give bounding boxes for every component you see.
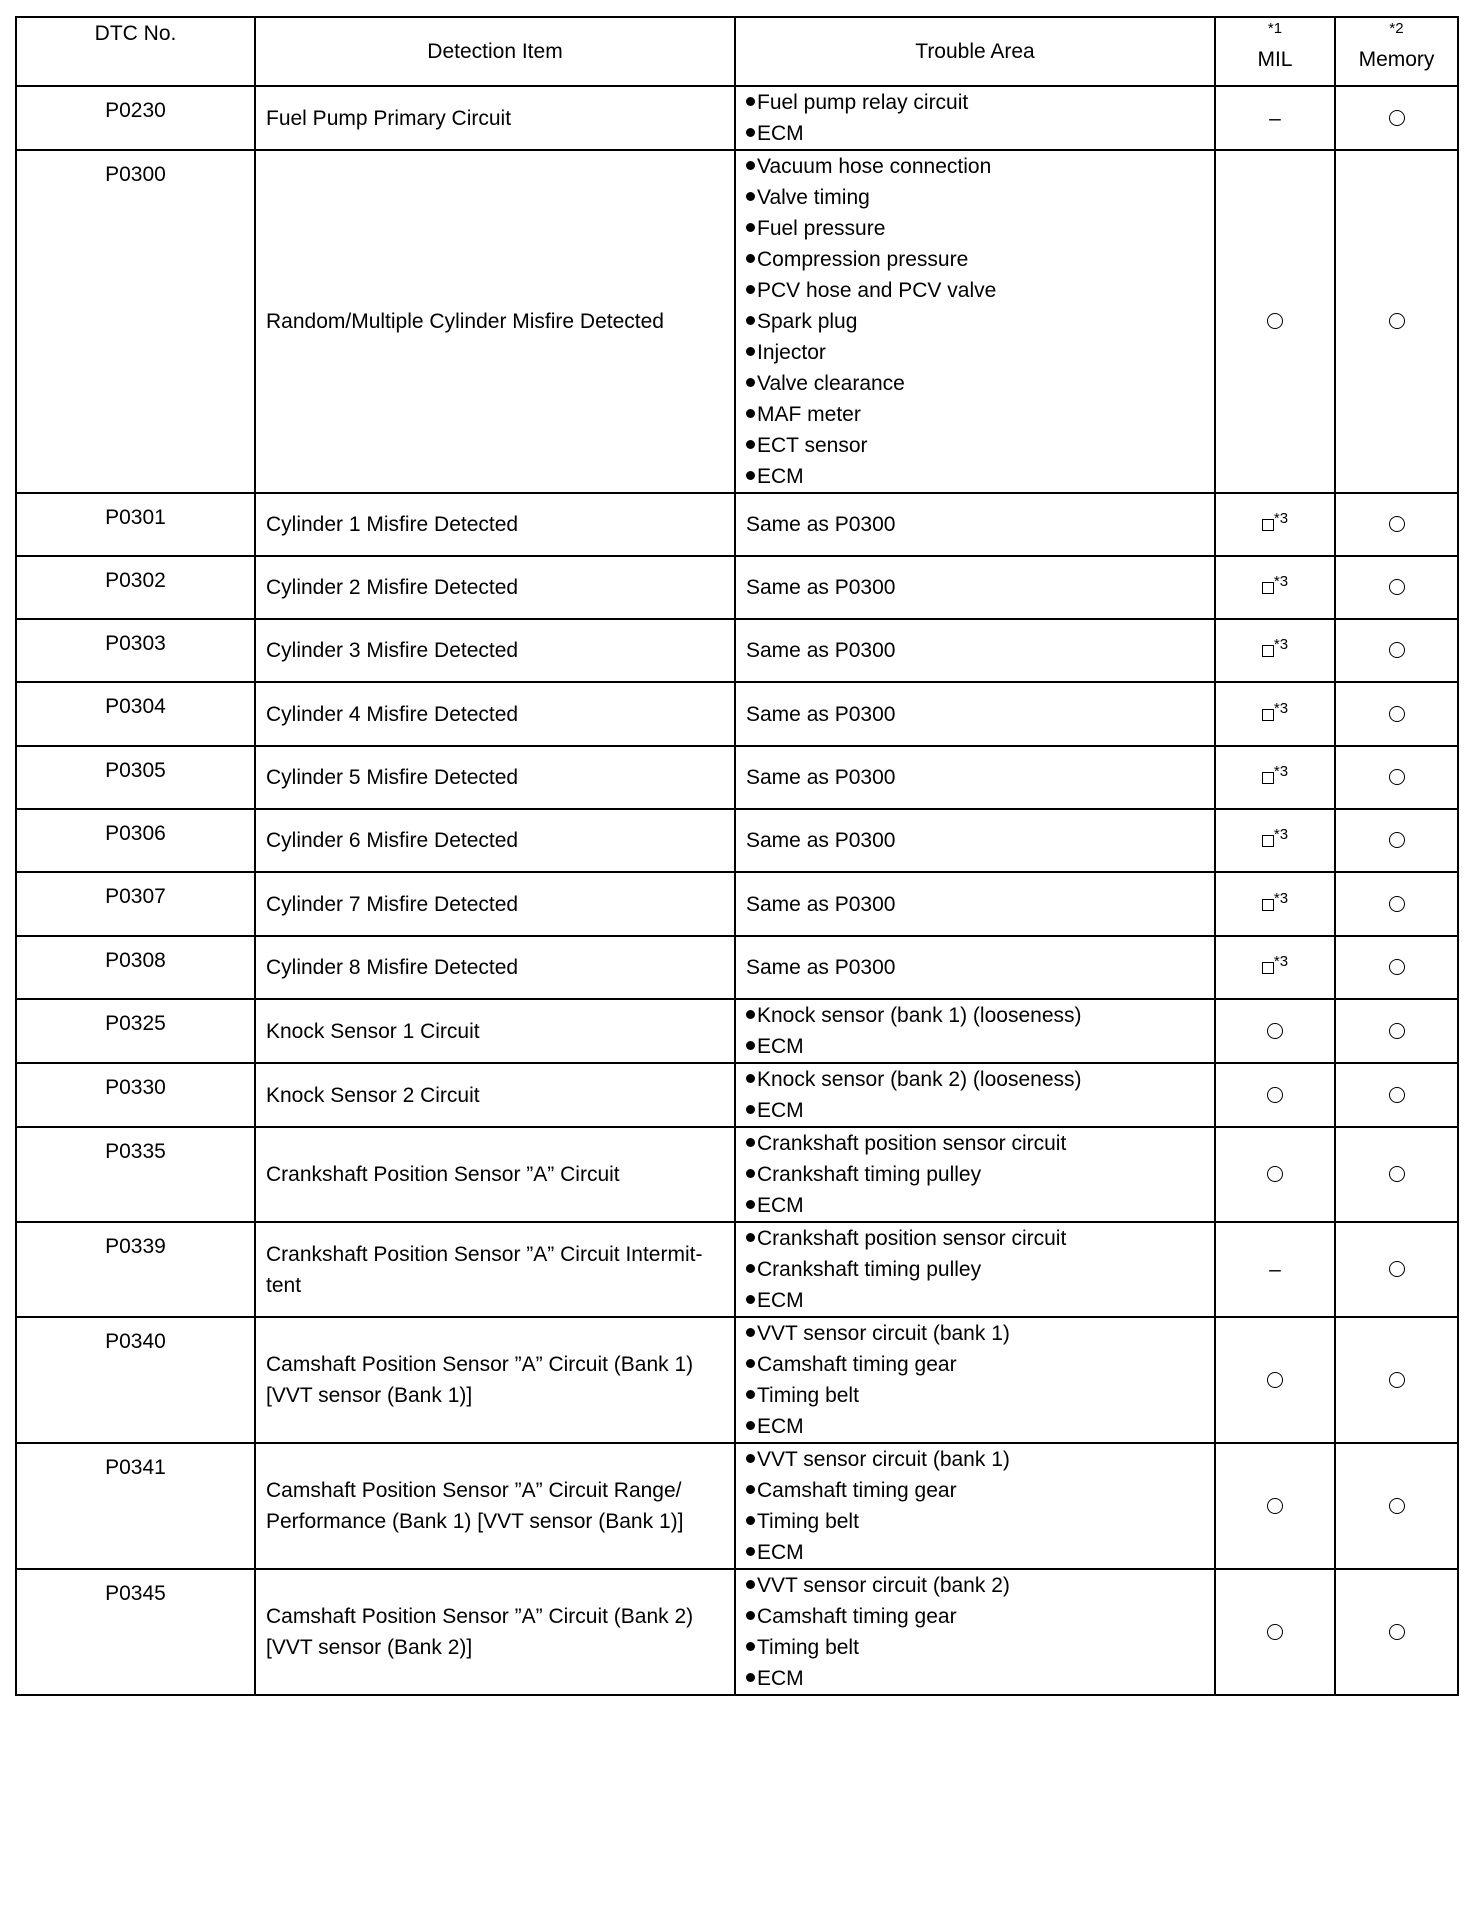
trouble-area-list <box>746 1000 1210 1062</box>
trouble-area <box>735 1317 1215 1443</box>
table-row <box>16 619 1458 682</box>
trouble-area-list <box>746 1444 1210 1568</box>
bullet-icon <box>746 1580 755 1589</box>
dtc-code: P0345 <box>16 1569 255 1695</box>
trouble-area-text: MAF meter <box>757 403 861 426</box>
bullet-icon <box>746 1642 755 1651</box>
circle-icon <box>1389 896 1405 912</box>
detection-item: Cylinder 2 Misfire Detected <box>255 556 735 619</box>
circle-icon <box>1389 516 1405 532</box>
trouble-area-list <box>746 1318 1210 1442</box>
header-detection-item: Detection Item <box>255 17 735 86</box>
trouble-area-item <box>746 1601 1210 1632</box>
trouble-area-item <box>746 306 1210 337</box>
trouble-area <box>735 999 1215 1063</box>
trouble-area <box>735 556 1215 619</box>
header-dtc-no: DTC No. <box>16 17 255 86</box>
footnote-ref: *3 <box>1273 889 1289 907</box>
trouble-area-item <box>746 430 1210 461</box>
circle-icon <box>1267 1624 1283 1640</box>
dtc-table <box>15 16 1459 1696</box>
detection-item: Camshaft Position Sensor ”A” Circuit (Bank 2) [VVT sensor (Bank 2)] <box>255 1569 735 1695</box>
mil-cell <box>1215 1063 1335 1127</box>
dtc-code: P0304 <box>16 682 255 746</box>
table-row <box>16 1443 1458 1569</box>
trouble-area <box>735 86 1215 150</box>
footnote-ref: *3 <box>1273 573 1289 590</box>
trouble-area-text: VVT sensor circuit (bank 1) <box>757 1448 1010 1471</box>
trouble-area-text: Fuel pressure <box>757 217 886 240</box>
dtc-code: P0335 <box>16 1127 255 1222</box>
mil-cell <box>1215 1222 1335 1317</box>
dtc-code: P0340 <box>16 1317 255 1443</box>
circle-icon <box>1389 313 1405 329</box>
circle-icon <box>1389 642 1405 658</box>
trouble-area-item <box>746 118 1210 149</box>
footnote-ref: *3 <box>1273 510 1289 527</box>
trouble-area-item <box>746 1411 1210 1442</box>
detection-item: Cylinder 6 Misfire Detected <box>255 809 735 872</box>
trouble-area <box>735 1569 1215 1695</box>
bullet-icon <box>746 1328 755 1337</box>
header-mil-ref: *1 <box>1267 20 1283 37</box>
mil-cell <box>1215 682 1335 746</box>
mil-cell <box>1215 556 1335 619</box>
square-icon <box>1262 582 1274 594</box>
detection-item: Cylinder 8 Misfire Detected <box>255 936 735 999</box>
trouble-area-text: Timing belt <box>757 1636 859 1659</box>
bullet-icon <box>746 1264 755 1273</box>
trouble-area <box>735 1222 1215 1317</box>
trouble-area-text: Same as P0300 <box>746 576 896 599</box>
detection-item: Cylinder 5 Misfire Detected <box>255 746 735 809</box>
detection-item: Knock Sensor 1 Circuit <box>255 999 735 1063</box>
trouble-area <box>735 493 1215 556</box>
detection-item: Cylinder 1 Misfire Detected <box>255 493 735 556</box>
dtc-code: P0307 <box>16 872 255 936</box>
memory-cell <box>1335 936 1458 999</box>
square-icon <box>1262 645 1274 657</box>
mil-cell <box>1215 999 1335 1063</box>
dtc-code: P0301 <box>16 493 255 556</box>
table-row <box>16 1222 1458 1317</box>
trouble-area-text: Same as P0300 <box>746 766 896 789</box>
trouble-area-item <box>746 1318 1210 1349</box>
memory-cell <box>1335 1127 1458 1222</box>
trouble-area-item <box>746 1537 1210 1568</box>
trouble-area-text: ECM <box>757 1415 804 1438</box>
dtc-code: P0341 <box>16 1443 255 1569</box>
detection-item: Camshaft Position Sensor ”A” Circuit (Bank 1) [VVT sensor (Bank 1)] <box>255 1317 735 1443</box>
trouble-area <box>735 1063 1215 1127</box>
square-icon <box>1262 772 1274 784</box>
square-icon <box>1262 835 1274 847</box>
trouble-area-item <box>746 1000 1210 1031</box>
trouble-area-text: Same as P0300 <box>746 513 896 536</box>
mil-cell <box>1215 1127 1335 1222</box>
circle-icon <box>1389 769 1405 785</box>
dtc-code: P0303 <box>16 619 255 682</box>
table-row <box>16 682 1458 746</box>
circle-icon <box>1389 1166 1405 1182</box>
mil-cell <box>1215 1443 1335 1569</box>
circle-icon <box>1389 579 1405 595</box>
detection-item: Fuel Pump Primary Circuit <box>255 86 735 150</box>
bullet-icon <box>746 223 755 232</box>
trouble-area-text: Valve clearance <box>757 372 905 395</box>
circle-icon <box>1389 1498 1405 1514</box>
trouble-area-text: Camshaft timing gear <box>757 1605 957 1628</box>
bullet-icon <box>746 1611 755 1620</box>
trouble-area <box>735 872 1215 936</box>
trouble-area-text: VVT sensor circuit (bank 2) <box>757 1574 1010 1597</box>
trouble-area-item <box>746 399 1210 430</box>
trouble-area-item <box>746 1570 1210 1601</box>
circle-icon <box>1267 1372 1283 1388</box>
memory-cell <box>1335 86 1458 150</box>
mil-cell <box>1215 150 1335 493</box>
trouble-area-text: Crankshaft timing pulley <box>757 1163 982 1186</box>
bullet-icon <box>746 1359 755 1368</box>
table-row <box>16 493 1458 556</box>
trouble-area-item <box>746 1095 1210 1126</box>
header-mil-label: MIL <box>1257 48 1293 71</box>
trouble-area-item <box>746 461 1210 492</box>
trouble-area-text: Crankshaft timing pulley <box>757 1258 982 1281</box>
trouble-area <box>735 1127 1215 1222</box>
trouble-area-text: Timing belt <box>757 1384 859 1407</box>
trouble-area-item <box>746 368 1210 399</box>
dtc-code: P0302 <box>16 556 255 619</box>
trouble-area-item <box>746 244 1210 275</box>
detection-item: Random/Multiple Cylinder Misfire Detected <box>255 150 735 493</box>
footnote-ref: *3 <box>1273 699 1289 717</box>
bullet-icon <box>746 316 755 325</box>
circle-icon <box>1267 1023 1283 1039</box>
trouble-area-text: Same as P0300 <box>746 639 896 662</box>
dtc-code: P0339 <box>16 1222 255 1317</box>
bullet-icon <box>746 1010 755 1019</box>
trouble-area-text: ECM <box>757 1541 804 1564</box>
trouble-area-item <box>746 1031 1210 1062</box>
trouble-area-item <box>746 213 1210 244</box>
circle-icon <box>1389 959 1405 975</box>
trouble-area-list <box>746 87 1210 149</box>
bullet-icon <box>746 409 755 418</box>
trouble-area-text: Spark plug <box>757 310 858 333</box>
bullet-icon <box>746 1485 755 1494</box>
trouble-area <box>735 619 1215 682</box>
trouble-area-text: Knock sensor (bank 1) (looseness) <box>757 1004 1082 1027</box>
table-body <box>16 86 1458 1695</box>
dtc-code: P0230 <box>16 86 255 150</box>
trouble-area <box>735 809 1215 872</box>
trouble-area-text: ECM <box>757 1194 804 1217</box>
mil-cell <box>1215 619 1335 682</box>
dash-mark: – <box>1269 1258 1281 1281</box>
trouble-area-text: Crankshaft position sensor circuit <box>757 1227 1067 1250</box>
detection-item: Cylinder 4 Misfire Detected <box>255 682 735 746</box>
detection-item: Cylinder 7 Misfire Detected <box>255 872 735 936</box>
memory-cell <box>1335 809 1458 872</box>
circle-icon <box>1389 1261 1405 1277</box>
memory-cell <box>1335 1317 1458 1443</box>
trouble-area-item <box>746 1285 1210 1316</box>
header-memory-ref: *2 <box>1389 20 1404 37</box>
detection-item: Crankshaft Position Sensor ”A” Circuit Intermit-tent <box>255 1222 735 1317</box>
bullet-icon <box>746 192 755 201</box>
trouble-area-text: PCV hose and PCV valve <box>757 279 997 302</box>
trouble-area-item <box>746 1380 1210 1411</box>
mil-cell <box>1215 1569 1335 1695</box>
circle-icon <box>1389 1624 1405 1640</box>
table-row <box>16 1569 1458 1695</box>
mil-cell <box>1215 1317 1335 1443</box>
trouble-area-item <box>746 182 1210 213</box>
bullet-icon <box>746 347 755 356</box>
header-trouble-area: Trouble Area <box>735 17 1215 86</box>
trouble-area-item <box>746 1506 1210 1537</box>
trouble-area-item <box>746 337 1210 368</box>
memory-cell <box>1335 872 1458 936</box>
trouble-area-item <box>746 151 1210 182</box>
trouble-area-item <box>746 1128 1210 1159</box>
dash-mark: – <box>1269 106 1281 130</box>
memory-cell <box>1335 999 1458 1063</box>
bullet-icon <box>746 1041 755 1050</box>
circle-icon <box>1389 1372 1405 1388</box>
memory-cell <box>1335 1443 1458 1569</box>
trouble-area-text: Same as P0300 <box>746 892 896 916</box>
memory-cell <box>1335 746 1458 809</box>
mil-cell <box>1215 809 1335 872</box>
trouble-area-text: Valve timing <box>757 186 870 209</box>
trouble-area-item <box>746 1349 1210 1380</box>
bullet-icon <box>746 1233 755 1242</box>
trouble-area-text: Same as P0300 <box>746 956 896 979</box>
circle-icon <box>1267 1166 1283 1182</box>
trouble-area-text: ECM <box>757 465 804 488</box>
dtc-code: P0330 <box>16 1063 255 1127</box>
bullet-icon <box>746 1105 755 1114</box>
trouble-area-item <box>746 1190 1210 1221</box>
bullet-icon <box>746 1200 755 1209</box>
mil-cell <box>1215 493 1335 556</box>
bullet-icon <box>746 254 755 263</box>
trouble-area-text: Crankshaft position sensor circuit <box>757 1132 1067 1155</box>
table-row <box>16 999 1458 1063</box>
trouble-area-item <box>746 1064 1210 1095</box>
bullet-icon <box>746 1673 755 1682</box>
dtc-code: P0308 <box>16 936 255 999</box>
trouble-area-item <box>746 1223 1210 1254</box>
mil-cell <box>1215 86 1335 150</box>
table-row <box>16 556 1458 619</box>
trouble-area-list <box>746 1223 1210 1316</box>
trouble-area-list <box>746 1064 1210 1126</box>
footnote-ref: *3 <box>1273 636 1289 653</box>
bullet-icon <box>746 128 755 137</box>
bullet-icon <box>746 1516 755 1525</box>
bullet-icon <box>746 440 755 449</box>
trouble-area-text: ECM <box>757 1667 804 1690</box>
table-row <box>16 936 1458 999</box>
table-row <box>16 809 1458 872</box>
bullet-icon <box>746 1421 755 1430</box>
bullet-icon <box>746 1547 755 1556</box>
memory-cell <box>1335 619 1458 682</box>
trouble-area-text: Camshaft timing gear <box>757 1479 957 1502</box>
trouble-area-text: Camshaft timing gear <box>757 1353 957 1376</box>
bullet-icon <box>746 1295 755 1304</box>
trouble-area-item <box>746 1444 1210 1475</box>
dtc-code: P0305 <box>16 746 255 809</box>
trouble-area-text: ECT sensor <box>757 434 868 457</box>
memory-cell <box>1335 682 1458 746</box>
trouble-area <box>735 1443 1215 1569</box>
circle-icon <box>1389 1023 1405 1039</box>
trouble-area-text: Injector <box>757 341 826 364</box>
table-row <box>16 1063 1458 1127</box>
memory-cell <box>1335 493 1458 556</box>
trouble-area-text: Timing belt <box>757 1510 859 1533</box>
trouble-area-text: Same as P0300 <box>746 829 896 852</box>
circle-icon <box>1267 313 1283 329</box>
bullet-icon <box>746 1138 755 1147</box>
bullet-icon <box>746 161 755 170</box>
memory-cell <box>1335 1569 1458 1695</box>
square-icon <box>1262 962 1274 974</box>
trouble-area-text: ECM <box>757 1099 804 1122</box>
bullet-icon <box>746 471 755 480</box>
trouble-area <box>735 746 1215 809</box>
mil-cell <box>1215 746 1335 809</box>
trouble-area-item <box>746 1159 1210 1190</box>
memory-cell <box>1335 1222 1458 1317</box>
footnote-ref: *3 <box>1273 953 1289 970</box>
trouble-area-item <box>746 87 1210 118</box>
header-memory <box>1335 17 1458 86</box>
circle-icon <box>1389 110 1405 126</box>
trouble-area-item <box>746 1254 1210 1285</box>
mil-cell <box>1215 872 1335 936</box>
detection-item: Camshaft Position Sensor ”A” Circuit Range/ Performance (Bank 1) [VVT sensor (Bank 1)] <box>255 1443 735 1569</box>
circle-icon <box>1389 706 1405 722</box>
table-row <box>16 1317 1458 1443</box>
trouble-area-text: Compression pressure <box>757 248 969 271</box>
table-row <box>16 1127 1458 1222</box>
square-icon <box>1262 899 1274 911</box>
table-header <box>16 17 1458 86</box>
trouble-area-item <box>746 1475 1210 1506</box>
trouble-area-item <box>746 1663 1210 1694</box>
table-row <box>16 872 1458 936</box>
circle-icon <box>1267 1087 1283 1103</box>
table-row <box>16 746 1458 809</box>
bullet-icon <box>746 1169 755 1178</box>
circle-icon <box>1389 1087 1405 1103</box>
trouble-area-text: ECM <box>757 1289 804 1312</box>
memory-cell <box>1335 556 1458 619</box>
trouble-area-list <box>746 1128 1210 1221</box>
trouble-area-list <box>746 1570 1210 1694</box>
trouble-area-text: Knock sensor (bank 2) (looseness) <box>757 1068 1082 1091</box>
circle-icon <box>1267 1498 1283 1514</box>
trouble-area-item <box>746 1632 1210 1663</box>
dtc-code: P0300 <box>16 150 255 493</box>
dtc-code: P0306 <box>16 809 255 872</box>
footnote-ref: *3 <box>1273 763 1289 780</box>
table-row <box>16 86 1458 150</box>
header-row <box>16 17 1458 86</box>
bullet-icon <box>746 285 755 294</box>
detection-item: Knock Sensor 2 Circuit <box>255 1063 735 1127</box>
trouble-area-text: Fuel pump relay circuit <box>757 91 969 114</box>
bullet-icon <box>746 378 755 387</box>
trouble-area <box>735 150 1215 493</box>
trouble-area-text: VVT sensor circuit (bank 1) <box>757 1322 1010 1345</box>
circle-icon <box>1389 832 1405 848</box>
footnote-ref: *3 <box>1273 826 1289 843</box>
trouble-area <box>735 682 1215 746</box>
mil-cell <box>1215 936 1335 999</box>
square-icon <box>1262 709 1274 721</box>
trouble-area-item <box>746 275 1210 306</box>
trouble-area-text: ECM <box>757 1035 804 1058</box>
header-mil <box>1215 17 1335 86</box>
trouble-area-text: ECM <box>757 122 804 145</box>
trouble-area-list <box>746 151 1210 492</box>
bullet-icon <box>746 1390 755 1399</box>
detection-item: Cylinder 3 Misfire Detected <box>255 619 735 682</box>
header-memory-label: Memory <box>1358 48 1435 71</box>
square-icon <box>1262 519 1274 531</box>
memory-cell <box>1335 150 1458 493</box>
dtc-code: P0325 <box>16 999 255 1063</box>
table-row <box>16 150 1458 493</box>
bullet-icon <box>746 1454 755 1463</box>
bullet-icon <box>746 97 755 106</box>
detection-item: Crankshaft Position Sensor ”A” Circuit <box>255 1127 735 1222</box>
trouble-area-text: Same as P0300 <box>746 702 896 726</box>
bullet-icon <box>746 1074 755 1083</box>
trouble-area-text: Vacuum hose connection <box>757 155 992 178</box>
trouble-area <box>735 936 1215 999</box>
memory-cell <box>1335 1063 1458 1127</box>
